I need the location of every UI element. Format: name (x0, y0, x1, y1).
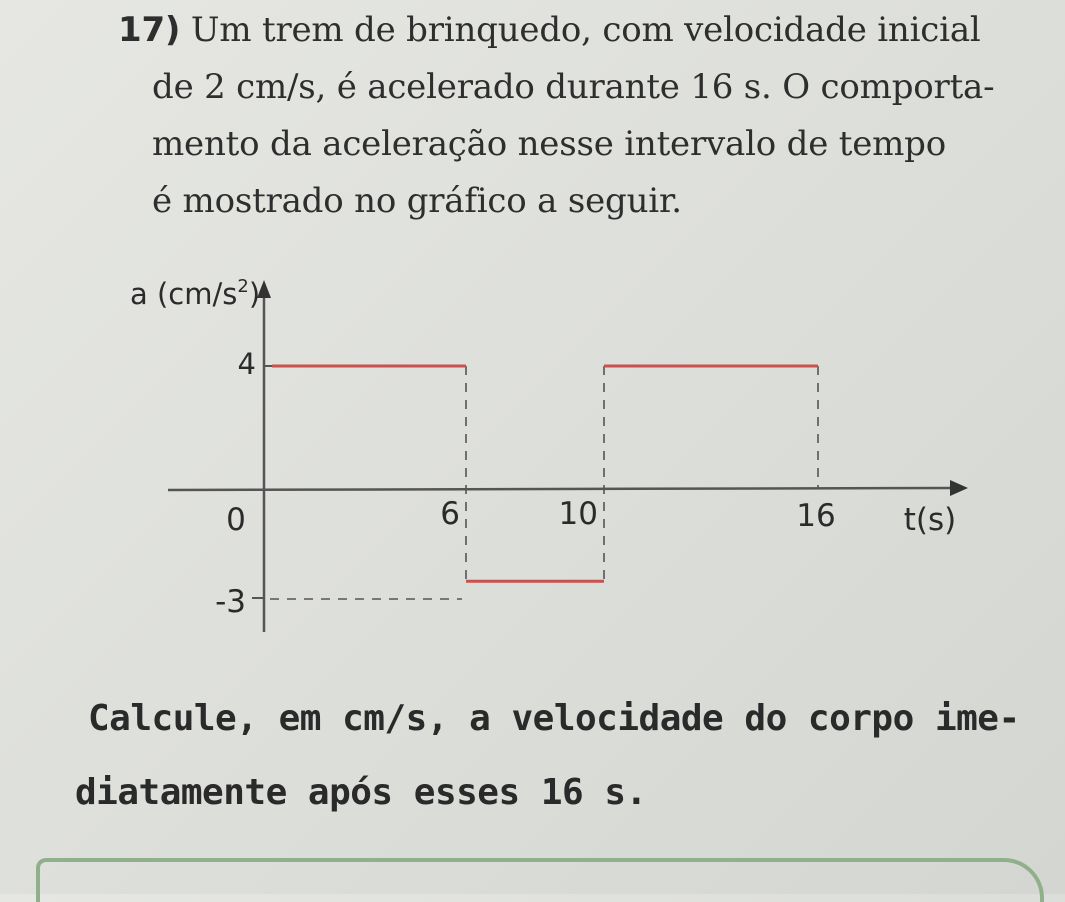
question-line-4: é mostrado no gráfico a seguir. (152, 181, 682, 221)
prompt-line-2: diatamente após esses 16 s. (75, 772, 647, 813)
y-axis-label-sup: 2 (237, 276, 249, 297)
x-axis (168, 488, 952, 490)
x-tick-label-16: 16 (796, 498, 836, 534)
x-tick-label-10: 10 (558, 496, 598, 532)
question-line-1: 17) Um trem de brinquedo, com velocidade inicial (118, 10, 981, 50)
reference-lines (270, 366, 818, 599)
question-line-2: de 2 cm/s, é acelerado durante 16 s. O comporta- (152, 67, 995, 107)
series-segments (272, 366, 818, 581)
question-number: 17) (118, 10, 181, 50)
y-tick-label-neg3: -3 (215, 584, 246, 620)
y-tick-label-4: 4 (237, 347, 256, 381)
answer-box-edge (36, 858, 1044, 902)
y-tick-label-0: 0 (226, 502, 246, 538)
question-line-3: mento da aceleração nesse intervalo de tempo (152, 124, 947, 164)
y-axis-label: a $(cm/s^2)$ (130, 276, 261, 311)
x-axis-arrow (950, 480, 968, 496)
x-tick-label-6: 6 (440, 496, 460, 532)
prompt-line-1: Calcule, em cm/s, a velocidade do corpo ime- (88, 698, 1020, 739)
x-axis-label: t(s) (903, 502, 957, 538)
